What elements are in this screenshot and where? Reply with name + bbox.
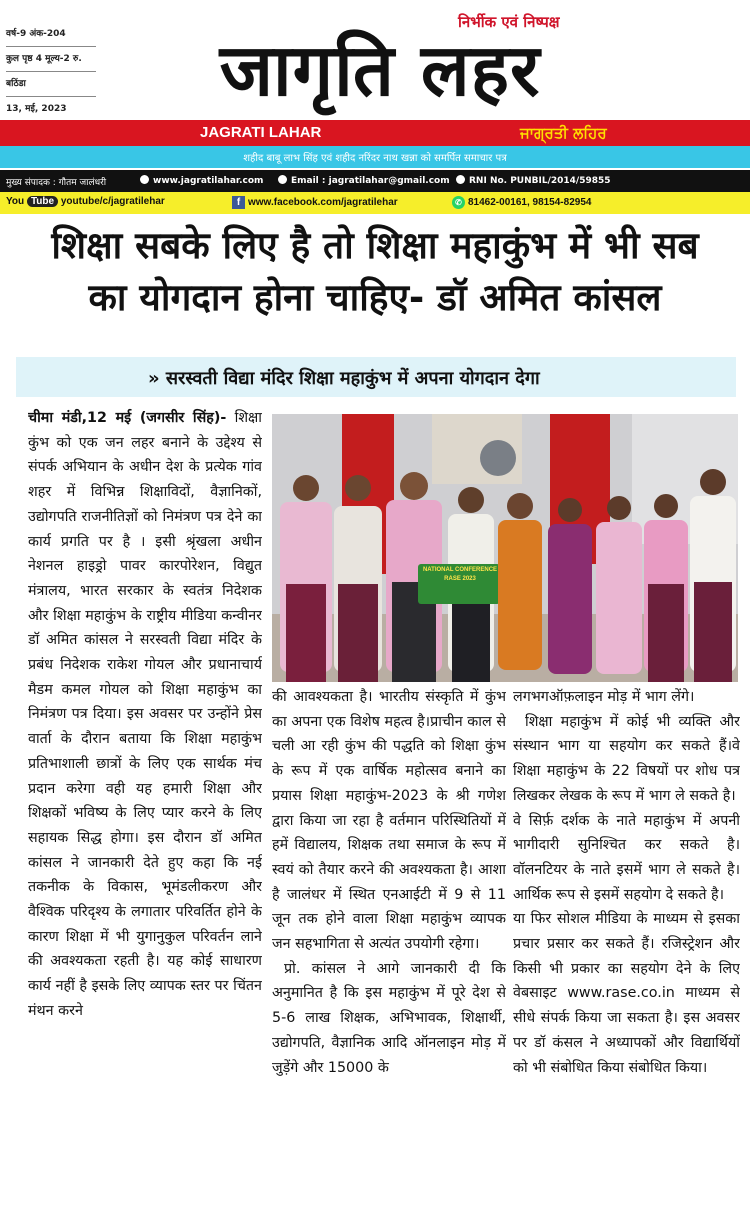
issue-info bbox=[6, 22, 96, 122]
facebook-icon: f bbox=[232, 196, 245, 209]
photo-illustration bbox=[272, 414, 738, 682]
email-text: Email : jagratilahar@gmail.com bbox=[291, 176, 450, 186]
article-column-3 bbox=[513, 685, 740, 1185]
facebook-url: www.facebook.com/jagratilehar bbox=[248, 197, 398, 208]
rni-text: RNI No. PUNBIL/2014/59855 bbox=[469, 176, 611, 186]
website-link[interactable] bbox=[140, 175, 263, 186]
tagline: निर्भीक एवं निष्पक्ष bbox=[458, 13, 560, 31]
whatsapp-icon: ✆ bbox=[452, 196, 465, 209]
masthead bbox=[0, 0, 750, 120]
headline-line-2: का योगदान होना चाहिए- डॉ अमित कांसल bbox=[88, 276, 662, 319]
dedication-text: शहीद बाबू लाभ सिंह एवं शहीद नरिंदर नाथ खन्ना को समर्पित समाचार पत्र bbox=[243, 153, 507, 164]
newspaper-title: जागृति लहर bbox=[219, 28, 541, 112]
rni-number bbox=[456, 175, 611, 186]
article-paragraph: की आवश्यकता है। भारतीय संस्कृति में कुंभ का अपना एक विशेष महत्व है।प्राचीन काल से चली आ रही कुंभ की पद्धति को शिक्षा कुंभ के रूप में एक वार्षिक महोत्सव बनाने का प्रयास शिक्षा महाकुंभ-2023 के श्री गणेश द्वारा किया जा रहा है वर्तमान परिस्थितियों में हमें विद्यालय, शिक्षक तथा समाज के रूप में स्वयं को तैयार करने की अवश्यकता है। आशा है जालंधर में स्थित एनआईटी में 9 से 11 जून तक होने वाला शिक्षा महाकुंभ व्यापक जन सहभागिता से अत्यंत उपयोगी रहेगा। bbox=[272, 689, 506, 953]
contact-band bbox=[0, 170, 750, 192]
name-english: JAGRATI LAHAR bbox=[200, 124, 322, 141]
date-line: 13, मई, 2023 bbox=[6, 97, 96, 122]
youtube-link[interactable] bbox=[6, 196, 165, 207]
social-band bbox=[0, 192, 750, 214]
info-icon bbox=[456, 175, 465, 184]
banner-line: RASE 2023 bbox=[444, 576, 476, 582]
article-paragraph: वे सिर्फ़ दर्शक के नाते महाकुंभ में अपनी भागीदारी सुनिश्चित कर सकते है। वॉलनटियर के नाते इसमें भाग ले सकते है।आर्थिक रूप से इसमें सहयोग दे सकते है। bbox=[513, 812, 740, 903]
youtube-icon: Tube bbox=[27, 196, 58, 207]
globe-icon bbox=[140, 175, 149, 184]
issue-line: वर्ष-9 अंक-204 bbox=[6, 22, 96, 47]
article-column-2 bbox=[272, 685, 506, 1185]
editor-credit: मुख्य संपादक : गौतम जालंधरी bbox=[6, 178, 107, 188]
name-band bbox=[0, 120, 750, 146]
subheadline: » सरस्वती विद्या मंदिर शिक्षा महाकुंभ में अपना योगदान देगा bbox=[148, 368, 540, 389]
article-paragraph: लगभगऑफ़लाइन मोड़ में भाग लेंगे। bbox=[513, 689, 695, 705]
banner-title: NATIONAL CONFERENCE bbox=[422, 567, 498, 573]
headline-line-1: शिक्षा सबके लिए है तो शिक्षा महाकुंभ में भी सब bbox=[51, 224, 699, 267]
article-paragraph: प्रो. कांसल ने आगे जानकारी दी कि अनुमानित है कि इस महाकुंभ में पूरे देश से 5-6 लाख शिक्षक, अभिभावक, शिक्षार्थी, उद्योगपति, वैज्ञानिक आदि ऑनलाइन मोड़ में जुड़ेंगे और 15000 के bbox=[272, 960, 506, 1076]
headline bbox=[10, 220, 740, 324]
city-line: बठिंडा bbox=[6, 72, 96, 97]
phone-text: 81462-00161, 98154-82954 bbox=[468, 197, 592, 208]
name-punjabi: ਜਾਗ੍ਰਤੀ ਲਹਿਰ bbox=[520, 124, 607, 142]
facebook-link[interactable] bbox=[232, 196, 398, 209]
article-paragraph: या फिर सोशल मीडिया के माध्यम से इसका प्रचार प्रसार कर सकते हैं। रजिस्ट्रेशन और किसी भी प्रकार का सहयोग देने के लिए वेबसाइट www.rase.co.in माध्यम से सीधे संपर्क किया जा सकता है। इस अवसर पर डॉ कंसल ने अध्यापकों और विद्यार्थियों को भी संबोधित किया संबोधित किया। bbox=[513, 911, 740, 1076]
banner-text bbox=[421, 566, 499, 584]
phone-numbers bbox=[452, 196, 591, 209]
email-link[interactable] bbox=[278, 175, 450, 186]
youtube-url: youtube/c/jagratilehar bbox=[60, 196, 165, 207]
pages-line: कुल पृष्ठ 4 मूल्य-2 रु. bbox=[6, 47, 96, 72]
news-photo bbox=[272, 414, 738, 682]
article-paragraph: शिक्षा महाकुंभ में कोई भी व्यक्ति और संस्थान भाग या सहयोग कर सकते हैं।वे शिक्षा महाकुंभ के 22 विषयों पर शोध पत्र लिखकर लेखक के रूप में भाग ले सकते है। bbox=[513, 713, 740, 804]
youtube-you: You bbox=[6, 196, 25, 207]
dateline: चीमा मंडी,12 मई (जगसीर सिंह)- bbox=[28, 410, 227, 426]
website-text: www.jagratilahar.com bbox=[153, 176, 264, 186]
mail-icon bbox=[278, 175, 287, 184]
article-text-col1: शिक्षा कुंभ को एक जन लहर बनाने के उद्देश्य से संपर्क अभियान के अधीन देश के प्रत्येक गांव शहर में विभिन्न शिक्षाविदों, वैज्ञानिकों, उद्योगपति राजनीतिज्ञों को निमंत्रण पत्र देने का कार्य प्रगति पर है । इसी श्रृंखला अधीन नेशनल हाइड्रो पावर कारपोरेशन, विद्युत मंत्रालय, भारत सरकार के स्वतंत्र निदेशक और शिक्षा महाकुंभ के राष्ट्रीय मीडिया कन्वीनर डॉ अमित कांसल ने सरस्वती विद्या मंदिर के प्रबंध निदेशक राकेश गोयल और प्रधानाचार्य मैडम कमल गोयल को शिक्षा महाकुंभ का निमंत्रण पत्र दिया। इस अवसर पर उन्होंने प्रेस वार्ता के दौरान बताया कि शिक्षा महाकुंभ प्रतिभाशाली छात्रों के लिए एक सार्थक मंच प्रदान करेगा वही यह हमारी शिक्षा और शिक्षकों भविष्य के लिए प्यार करने के लिए सहायक सिद्ध होगा। इस दौरान डॉ अमित कांसल ने जानकारी देते हुए कहा कि नई तकनीक के विकास, भूमंडलीकरण और वैश्विक परिदृश्य के लगातार परिवर्तित होने के कारण शिक्षा में भी युगानुकुल परिवर्तन लाने की अवश्यकता रहती है। यह कोई साधारण कार्य नहीं है इसके लिए व्यापक स्तर पर चिंतन मंथन करने bbox=[28, 410, 262, 1019]
article-column-1 bbox=[28, 406, 262, 1186]
